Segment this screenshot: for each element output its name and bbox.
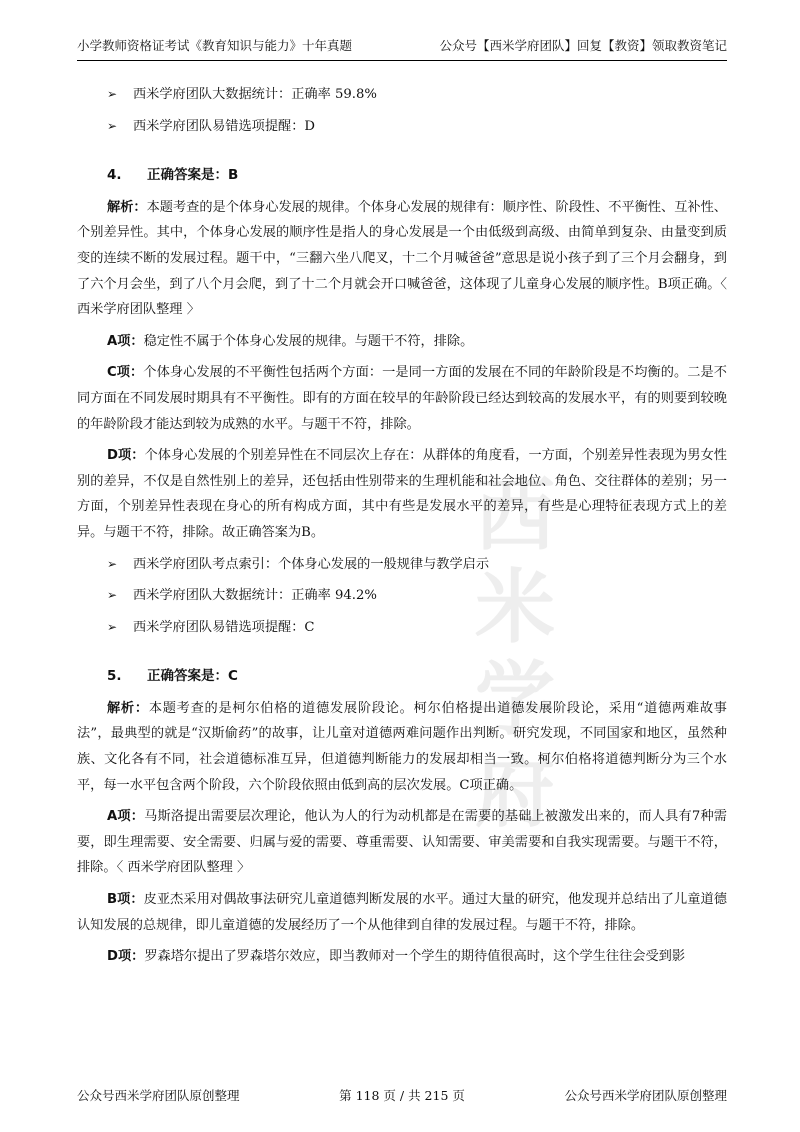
list-item: ➢ 西米学府团队易错选项提醒：C: [77, 615, 727, 641]
list-item: ➢ 西米学府团队大数据统计：正确率 59.8%: [77, 82, 727, 108]
q4-option-a: A项：稳定性不属于个体身心发展的规律。与题干不符，排除。: [107, 333, 474, 349]
arrow-bullet-icon: ➢: [107, 619, 118, 634]
q5-analysis: 解析：本题考查的是柯尔伯格的道德发展阶段论。柯尔伯格提出道德发展阶段论，采用“道德两难故事法”，最典型的就是“汉斯偷药”的故事，让儿童对道德两难问题作出判断。研究发现，不同国家和地区，虽然种族、文化各有不同，社会道德标准互异，但道德判断能力的发展却相当一致。柯尔伯格将道德判断分为三个水平，每一水平包含两个阶段，六个阶段依照由低到高的层次发展。C项正确。: [77, 700, 727, 793]
header-left-title: 小学教师资格证考试《教育知识与能力》十年真题: [77, 38, 353, 53]
question-5-answer: 5. 正确答案是：C: [107, 668, 238, 685]
list-item: ➢ 西米学府团队考点索引：个体身心发展的一般规律与教学启示: [77, 552, 727, 578]
page-number: 第 118 页 / 共 215 页: [339, 1088, 465, 1103]
q4-analysis: 解析：本题考查的是个体身心发展的规律。个体身心发展的规律有：顺序性、阶段性、不平衡性、互补性、个别差异性。其中，个体身心发展的顺序性是指人的身心发展是一个由低级到高级、由简单到复杂、由量变到质变的连续不断的发展过程。题干中，“三翻六坐八爬叉，十二个月喊爸爸”意思是说小孩子到了三个月会翻身，到了六个月会坐，到了八个月会爬，到了十二个月就会开口喊爸爸，这体现了儿童身心发展的顺序性。B项正确。〈 西米学府团队整理 〉: [77, 199, 727, 318]
page-header: [77, 38, 727, 54]
list-item: ➢ 西米学府团队大数据统计：正确率 94.2%: [77, 583, 727, 609]
q5-option-b: B项：皮亚杰采用对偶故事法研究儿童道德判断发展的水平。通过大量的研究，他发现并总结出了儿童道德认知发展的总规律，即儿童道德的发展经历了一个从他律到自律的发展过程。与题干不符，排除。: [77, 892, 727, 933]
page-content: [77, 82, 727, 976]
q5-option-a: A项：马斯洛提出需要层次理论，他认为人的行为动机都是在需要的基础上被激发出来的，而人具有7种需要，即生理需要、安全需要、归属与爱的需要、尊重需要、认知需要、审美需要和自我实现需要。与题干不符，排除。〈 西米学府团队整理 〉: [77, 809, 727, 876]
header-right-note: 公众号【西米学府团队】回复【教资】领取教资笔记: [439, 38, 727, 53]
list-item: ➢ 西米学府团队易错选项提醒：D: [77, 114, 727, 140]
footer-right: 公众号西米学府团队原创整理: [564, 1088, 727, 1103]
arrow-bullet-icon: ➢: [107, 87, 118, 101]
watermark: 西米学府: [475, 469, 555, 838]
header-divider: [77, 60, 727, 61]
arrow-bullet-icon: ➢: [107, 588, 118, 603]
arrow-bullet-icon: ➢: [107, 118, 118, 133]
q5-option-d: D项：罗森塔尔提出了罗森塔尔效应，即当教师对一个学生的期待值很高时，这个学生往往会受到影: [107, 949, 686, 965]
page-footer: [77, 1086, 727, 1104]
question-4-answer: 4. 正确答案是：B: [107, 167, 239, 184]
arrow-bullet-icon: ➢: [107, 556, 118, 571]
footer-left: 公众号西米学府团队原创整理: [77, 1088, 240, 1103]
q4-option-d: D项：个体身心发展的个别差异性在不同层次上存在：从群体的角度看，一方面，个别差异性表现为男女性别的差异，不仅是自然性别上的差异，还包括由性别带来的生理机能和社会地位、角色、交往群体的差别；另一方面，个别差异性表现在身心的所有构成方面，其中有些是发展水平的差异，有些是心理特征表现方式上的差异。与题干不符，排除。故正确答案为B。: [77, 448, 727, 540]
q4-option-c: C项：个体身心发展的不平衡性包括两个方面：一是同一方面的发展在不同的年龄阶段是不均衡的。二是不同方面在不同发展时期具有不平衡性。即有的方面在较早的年龄阶段已经达到较高的发展水平，有的则要到较晚的年龄阶段才能达到较为成熟的水平。与题干不符，排除。: [77, 365, 727, 432]
